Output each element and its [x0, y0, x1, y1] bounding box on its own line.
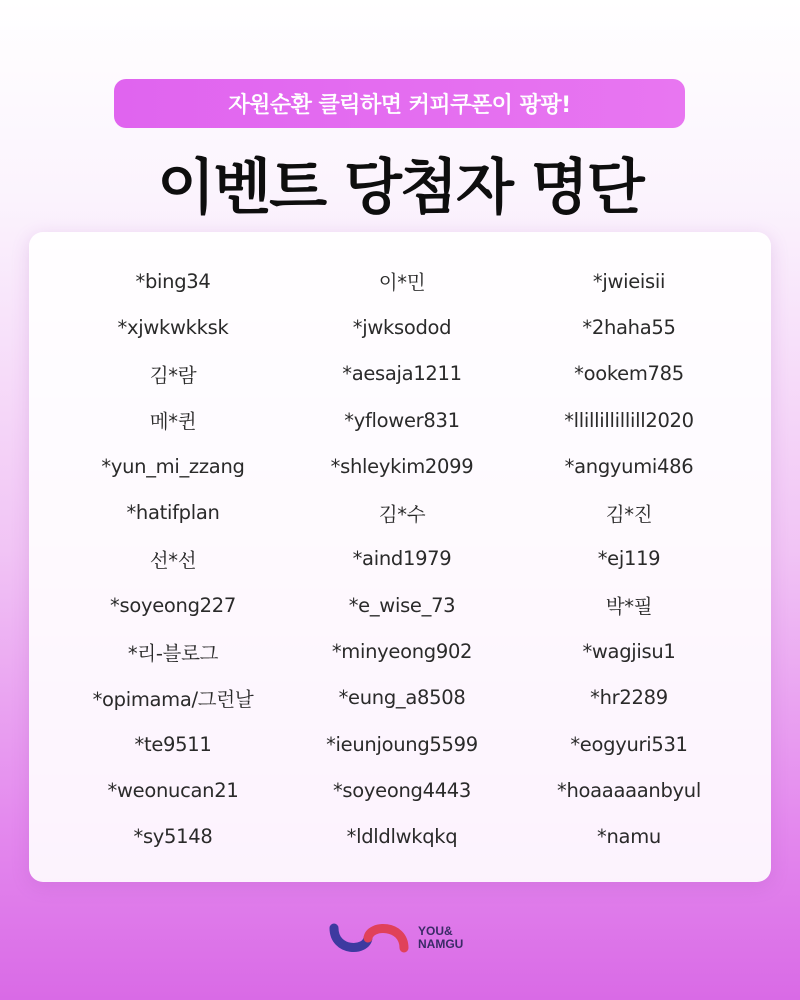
- winner-name: *리-블로그: [127, 641, 219, 665]
- you-and-namgu-logo: [328, 915, 478, 961]
- winner-name: *ookem785: [574, 362, 684, 386]
- logo-line-1: YOU&: [418, 924, 453, 938]
- winner-name: *aesaja1211: [342, 362, 462, 386]
- winner-name: *angyumi486: [564, 454, 694, 478]
- winners-card: [29, 232, 771, 882]
- winner-name: *2haha55: [582, 315, 676, 339]
- winner-name: *minyeong902: [331, 640, 473, 664]
- winner-name: 김*진: [605, 502, 653, 526]
- winner-name: 이*민: [378, 271, 426, 295]
- winner-name: 김*수: [378, 502, 426, 526]
- winner-name: *ieunjoung5599: [326, 732, 478, 756]
- winner-name: *hatifplan: [126, 501, 220, 525]
- winner-name: *yflower831: [344, 408, 460, 432]
- winner-name: 김*람: [149, 363, 197, 387]
- winner-name: *te9511: [134, 732, 212, 756]
- logo-mark-icon: [328, 918, 412, 958]
- winner-name: *opimama/그런날: [92, 687, 254, 711]
- winner-name: *shleykim2099: [330, 454, 474, 478]
- winner-name: *ldldlwkqkq: [346, 825, 458, 849]
- winner-name: *yun_mi_zzang: [101, 454, 245, 478]
- winner-name: *aind1979: [352, 547, 452, 571]
- winner-name: *namu: [597, 825, 661, 849]
- winner-name: *eung_a8508: [338, 686, 466, 710]
- winner-name: *hoaaaaanbyul: [557, 778, 701, 802]
- winner-name: 메*퀸: [149, 410, 197, 434]
- winner-name: 박*필: [605, 595, 653, 619]
- winner-name: *ej119: [597, 547, 661, 571]
- winner-name: *sy5148: [133, 825, 213, 849]
- logo-wordmark: [418, 925, 463, 951]
- winner-name: *hr2289: [590, 686, 668, 710]
- winner-name: *eogyuri531: [570, 732, 688, 756]
- winner-name: *weonucan21: [107, 778, 239, 802]
- winner-name: *soyeong227: [110, 593, 236, 617]
- winner-name: *jwksodod: [352, 315, 452, 339]
- winner-name: *jwieisii: [592, 269, 666, 293]
- winner-name: *xjwkwkksk: [117, 315, 229, 339]
- winner-name: *bing34: [135, 269, 211, 293]
- page-title: 이벤트 당첨자 명단: [157, 153, 643, 223]
- winner-name: *soyeong4443: [332, 778, 472, 802]
- winner-name: *llillillillill2020: [564, 408, 694, 432]
- winner-name: *e_wise_73: [348, 593, 456, 617]
- winner-name: *wagjisu1: [582, 640, 676, 664]
- banner-text: 자원순환 클릭하면 커피쿠폰이 팡팡!: [228, 93, 571, 118]
- winners-list: [29, 258, 771, 860]
- winner-name: 선*선: [149, 548, 197, 572]
- event-banner: [114, 79, 685, 128]
- logo-line-2: NAMGU: [418, 937, 464, 951]
